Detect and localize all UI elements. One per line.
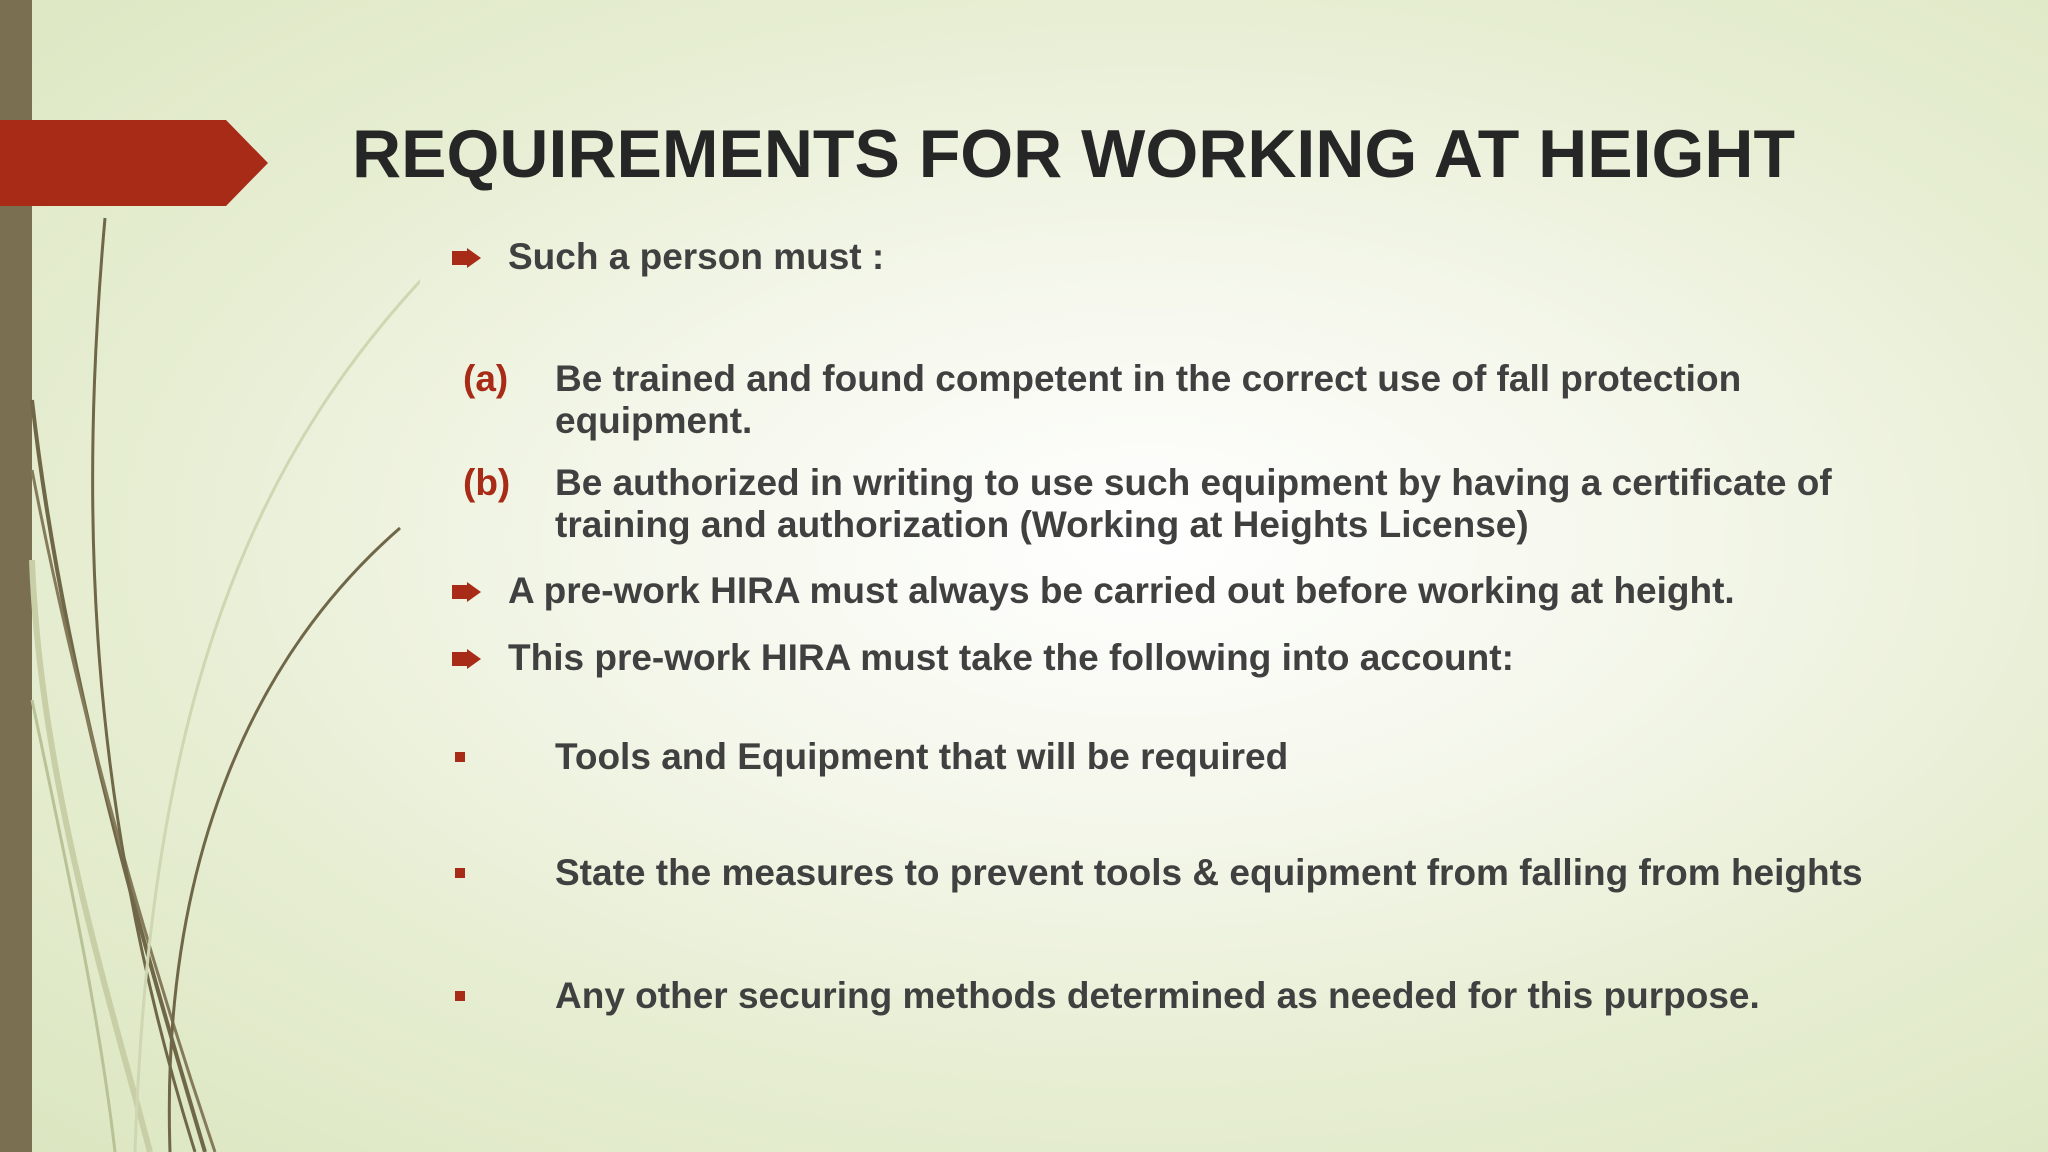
bullet-text: Such a person must : bbox=[508, 236, 885, 277]
square-bullet-icon bbox=[455, 868, 465, 878]
arrow-bullet-icon bbox=[452, 248, 482, 268]
item-letter: (a) bbox=[463, 358, 509, 399]
bullet-text: A pre-work HIRA must always be carried out before working at height. bbox=[508, 570, 1735, 611]
bullet-text: This pre-work HIRA must take the following into account: bbox=[508, 637, 1514, 678]
arrow-bullet-icon bbox=[452, 649, 482, 669]
item-text-line: training and authorization (Working at Heights License) bbox=[555, 504, 1529, 545]
sub-bullet-text: Tools and Equipment that will be required bbox=[555, 736, 1289, 777]
item-text-line: equipment. bbox=[555, 400, 753, 441]
square-bullet-icon bbox=[455, 991, 465, 1001]
slide-title: REQUIREMENTS FOR WORKING AT HEIGHT bbox=[352, 116, 1796, 192]
sub-bullet-text: Any other securing methods determined as needed for this purpose. bbox=[555, 975, 1760, 1016]
item-text-line: Be trained and found competent in the correct use of fall protection bbox=[555, 358, 1742, 399]
item-text-line: Be authorized in writing to use such equipment by having a certificate of bbox=[555, 462, 1832, 503]
arrow-bullet-icon bbox=[452, 582, 482, 602]
sub-bullet-text: State the measures to prevent tools & equipment from falling from heights bbox=[555, 852, 1863, 893]
item-letter: (b) bbox=[463, 462, 511, 503]
square-bullet-icon bbox=[455, 752, 465, 762]
